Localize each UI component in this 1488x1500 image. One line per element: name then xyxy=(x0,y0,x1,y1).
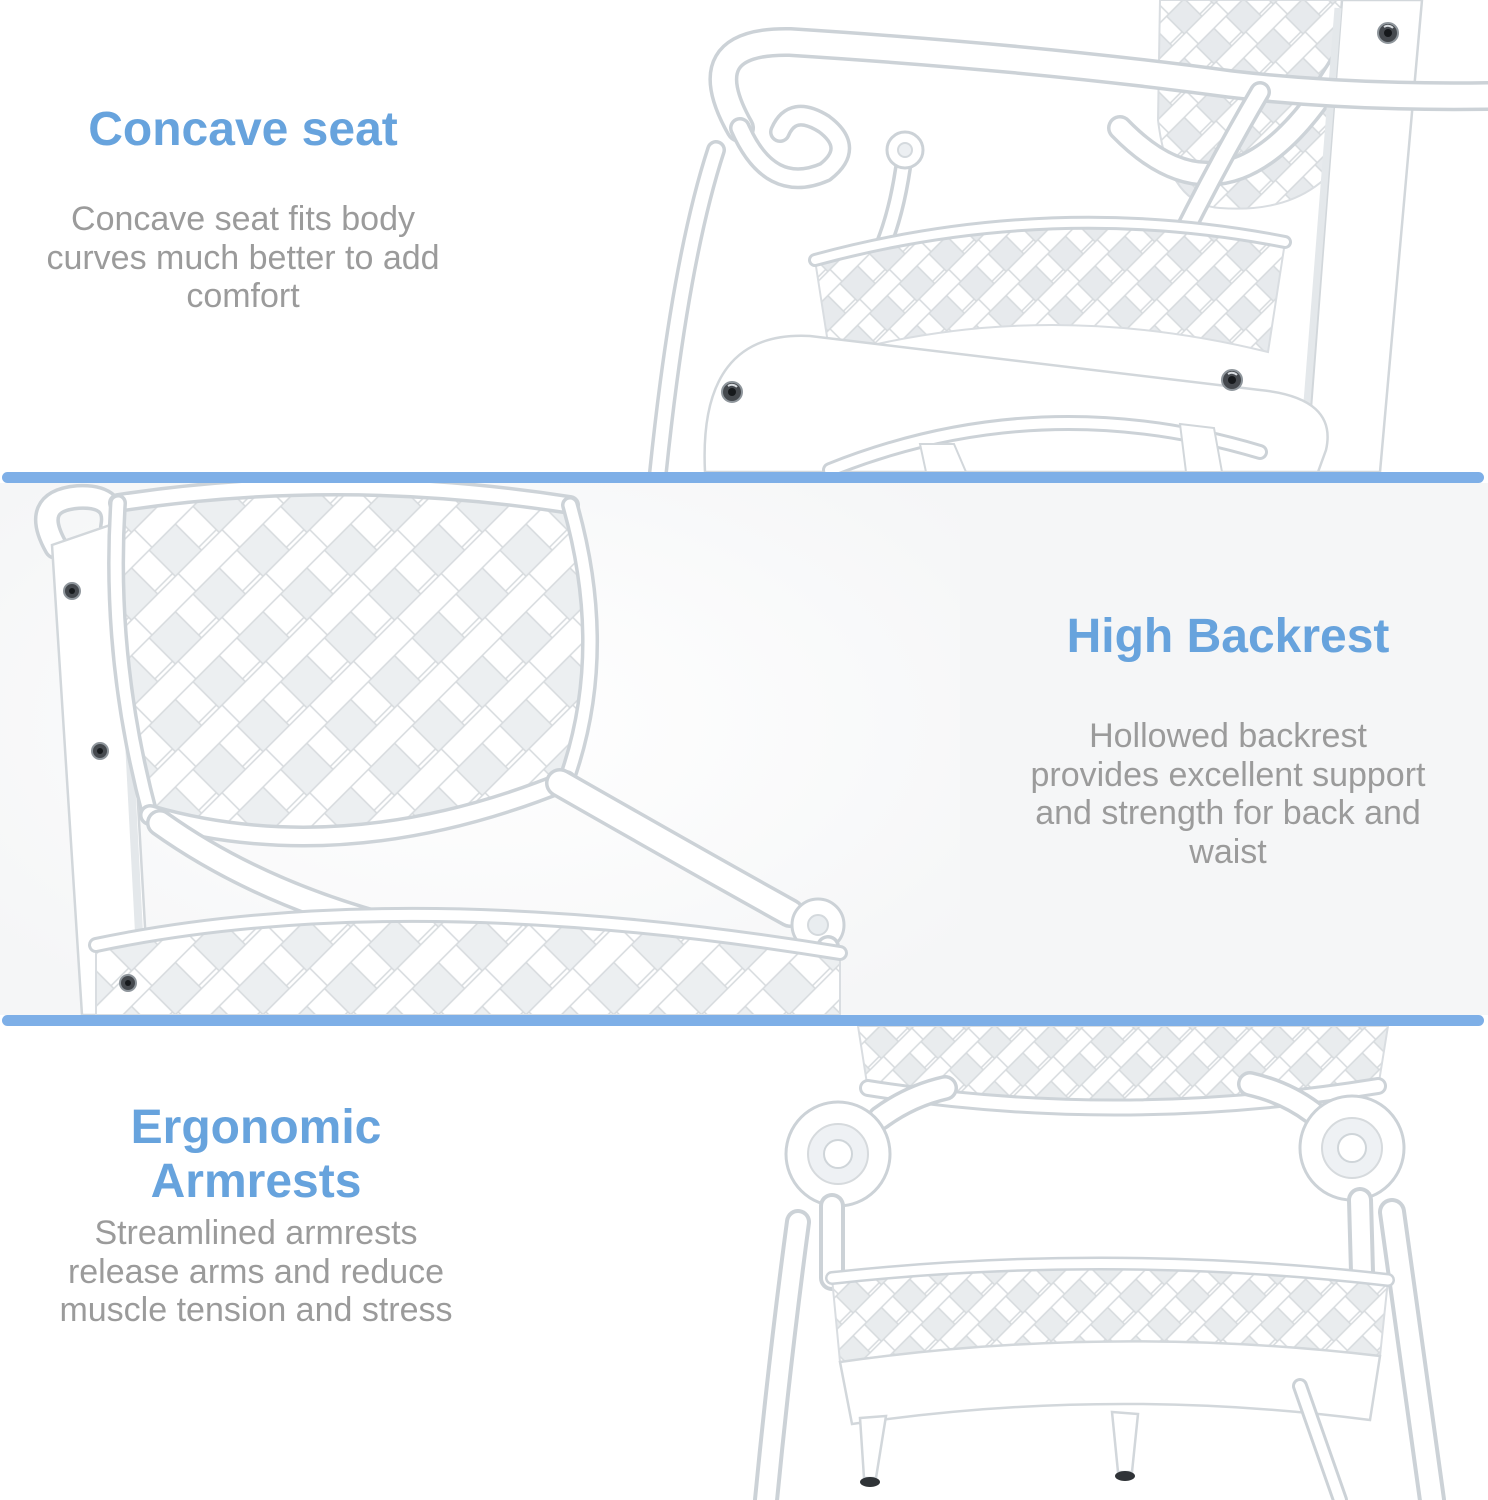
section-body-concave-seat xyxy=(18,200,468,316)
screw-icon xyxy=(1378,23,1398,43)
body-line: curves much better to add xyxy=(46,238,440,277)
section-heading-high-backrest: High Backrest xyxy=(1066,610,1390,663)
screw-icon xyxy=(722,382,742,402)
section-divider xyxy=(2,1015,1484,1026)
section-divider xyxy=(2,472,1484,483)
screw-icon xyxy=(120,975,136,991)
section-heading-concave-seat: Concave seat xyxy=(88,103,398,156)
chair-backrest-closeup-photo xyxy=(0,483,960,1015)
concave-lattice-seat xyxy=(815,223,1285,356)
body-line: waist xyxy=(1189,832,1267,871)
screw-icon xyxy=(1222,370,1242,390)
armrest-scroll-right xyxy=(1250,1084,1404,1272)
chair-seat-closeup-photo xyxy=(620,0,1488,472)
body-line: Concave seat fits body xyxy=(71,200,415,238)
lattice-seat xyxy=(96,915,840,1015)
section-heading-ergonomic-armrests: Ergonomic Armrests xyxy=(130,1101,382,1208)
body-line: provides excellent support xyxy=(1030,755,1426,794)
screw-icon xyxy=(92,743,108,759)
section-body-high-backrest xyxy=(1003,717,1453,871)
body-line: and strength for back and xyxy=(1035,794,1421,832)
armrest-scroll-left xyxy=(786,1088,945,1278)
body-line: muscle tension and stress xyxy=(59,1291,453,1329)
body-line: Hollowed backrest xyxy=(1089,717,1367,755)
body-line: release arms and reduce xyxy=(67,1252,445,1291)
body-line: comfort xyxy=(186,277,300,315)
body-line: Streamlined armrests xyxy=(94,1214,418,1252)
chair-full-front-photo xyxy=(740,1026,1488,1500)
section-body-ergonomic-armrests xyxy=(31,1214,481,1330)
high-lattice-backrest xyxy=(116,486,590,836)
screw-icon xyxy=(64,583,80,599)
